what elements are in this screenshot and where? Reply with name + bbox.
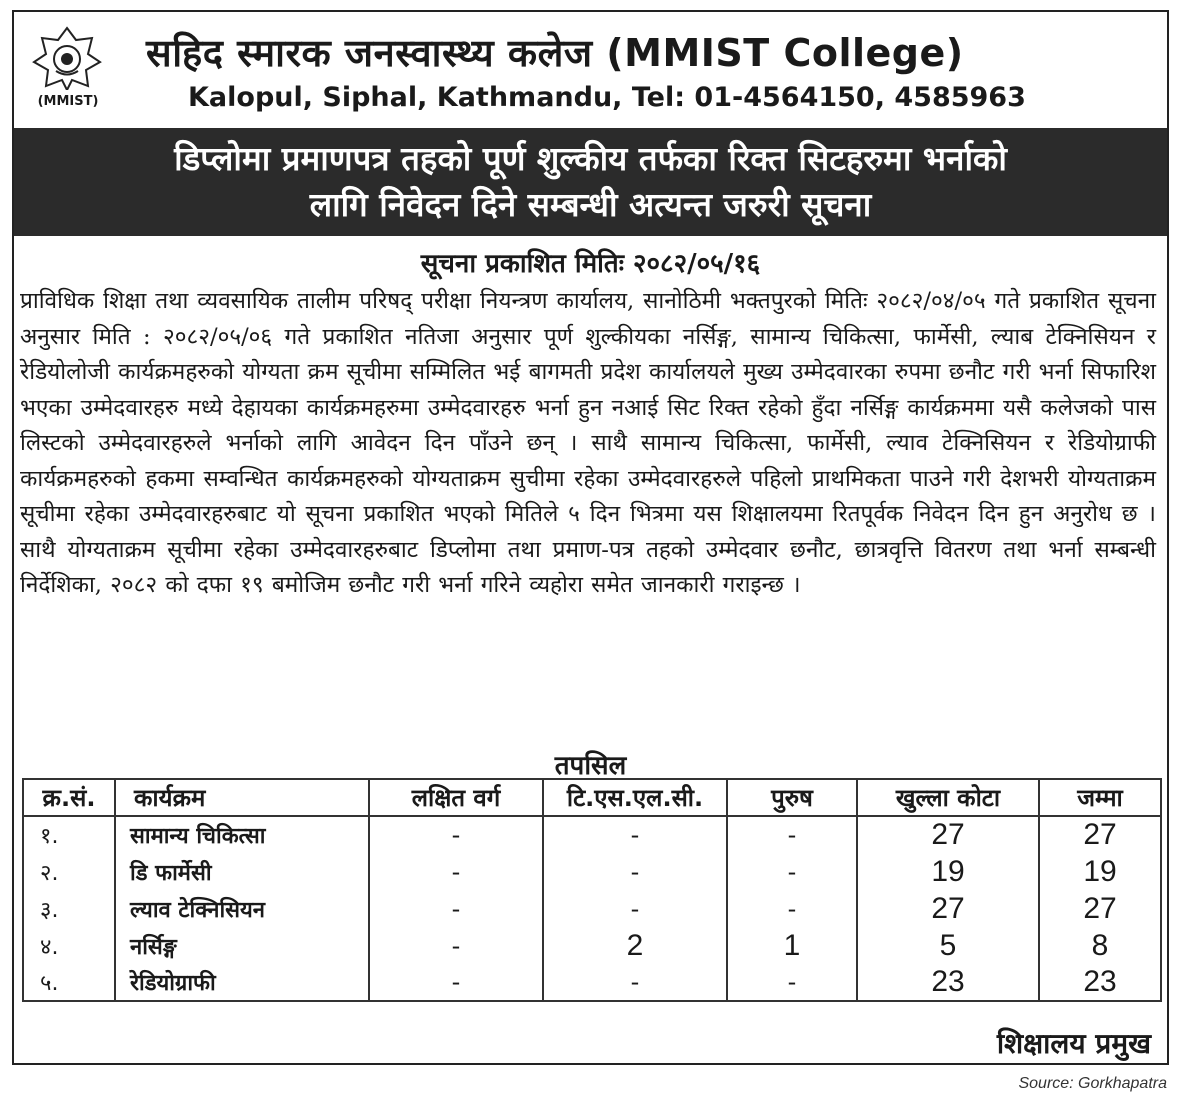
table-caption: तपसिल [554,751,627,781]
table-row [23,890,1161,927]
cell-tslc: - [543,816,727,853]
cell-targeted: - [369,890,543,927]
cell-open-quota: 5 [857,927,1039,964]
logo-caption: (MMIST) [37,94,99,109]
cell-total: 23 [1039,964,1161,1001]
cell-serial: २. [23,853,115,890]
cell-total: 27 [1039,816,1161,853]
notice-title [14,128,1167,236]
cell-male: - [727,853,857,890]
cell-male: 1 [727,927,857,964]
cell-serial: ३. [23,890,115,927]
header-program: कार्यक्रम [115,779,369,816]
table-row [23,927,1161,964]
notice-title-line-1: डिप्लोमा प्रमाणपत्र तहको पूर्ण शुल्कीय तर्फका रिक्त सिटहरुमा भर्नाको [174,139,1007,178]
cell-program: डि फार्मेसी [115,853,369,890]
vacant-seats-table [22,778,1162,1002]
header-open-quota: खुल्ला कोटा [857,779,1039,816]
cell-open-quota: 23 [857,964,1039,1001]
college-address: Kalopul, Siphal, Kathmandu, Tel: 01-4564150, 4585963 [188,82,1026,113]
cell-targeted: - [369,853,543,890]
cell-program: नर्सिङ्ग [115,927,369,964]
notice-title-line-2: लागि निवेदन दिने सम्बन्धी अत्यन्त जरुरी सूचना [309,185,872,224]
notice-body: प्राविधिक शिक्षा तथा व्यवसायिक तालीम परिषद् परीक्षा नियन्त्रण कार्यालय, सानोठिमी भक्तपुरको मितिः २०८२/०४/०५ गते प्रकाशित सूचना अनुसार मिति : २०८२/०५/०६ गते प्रकाशित नतिजा अनुसार पूर्ण शुल्कीयका नर्सिङ्ग, सामान्य चिकित्सा, फार्मेसी, ल्याब टेक्निसियन र रेडियोलोजी कार्यक्रमहरुको योग्यता क्रम सूचीमा सम्मिलित भई बागमती प्रदेश कार्यालयले मुख्य उम्मेदवारका रुपमा छनौट गरी भर्ना सिफारिश भएका उम्मेदवारहरु मध्ये देहायका कार्यक्रमहरुमा उम्मेदवारहरु भर्ना हुन नआई सिट रिक्त रहेको हुँदा नर्सिङ्ग कार्यक्रममा यसै कलेजको पास लिस्टको उम्मेदवारहरुले भर्नाको लागि आवेदन दिन पाँउने छन् । साथै सामान्य चिकित्सा, फार्मेसी, ल्याव टेक्निसियन र रेडियोग्राफी कार्यक्रमहरुको हकमा सम्वन्धित कार्यक्रमहरुको योग्यताक्रम सुचीमा रहेका उम्मेदवारहरुले पहिलो प्राथमिकता पाउने गरी देशभरी योग्यताक्रम सूचीमा रहेका उम्मेदवारहरुबाट यो सूचना प्रकाशित भएको मितिले ५ दिन भित्रमा यस शिक्षालयमा रितपूर्वक निवेदन दिन हुन अनुरोध छ । साथै योग्यताक्रम सूचीमा रहेका उम्मेदवारहरुबाट डिप्लोमा तथा प्रमाण-पत्र तहको उम्मेदवार छनौट, छात्रवृत्ति वितरण तथा भर्ना सम्बन्धी निर्देशिका, २०८२ को दफा १९ बमोजिम छनौट गरी भर्ना गरिने व्यहोरा समेत जानकारी गराइन्छ । [20,288,1156,598]
source-credit: Source: Gorkhapatra [1018,1075,1167,1092]
cell-program: ल्याव टेक्निसियन [115,890,369,927]
cell-program: सामान्य चिकित्सा [115,816,369,853]
cell-tslc: - [543,964,727,1001]
table-row [23,964,1161,1001]
header-total: जम्मा [1039,779,1161,816]
table-header-row [23,779,1161,816]
table-row [23,853,1161,890]
cell-male: - [727,890,857,927]
header-male: पुरुष [727,779,857,816]
notice-header [14,12,1167,130]
table-row [23,816,1161,853]
cell-total: 8 [1039,927,1161,964]
signature: शिक्षालय प्रमुख [996,1027,1151,1060]
cell-serial: ४. [23,927,115,964]
cell-serial: ५. [23,964,115,1001]
header-tslc: टि.एस.एल.सी. [543,779,727,816]
cell-targeted: - [369,927,543,964]
cell-open-quota: 27 [857,890,1039,927]
cell-targeted: - [369,816,543,853]
cell-tslc: - [543,890,727,927]
college-logo-icon [32,26,102,90]
cell-open-quota: 27 [857,816,1039,853]
cell-total: 27 [1039,890,1161,927]
cell-male: - [727,964,857,1001]
publication-date: सूचना प्रकाशित मितिः २०८२/०५/१६ [420,249,761,279]
header-targeted: लक्षित वर्ग [369,779,543,816]
cell-program: रेडियोग्राफी [115,964,369,1001]
cell-tslc: 2 [543,927,727,964]
cell-serial: १. [23,816,115,853]
college-name: सहिद स्मारक जनस्वास्थ्य कलेज (MMIST College) [146,31,964,75]
notice [12,10,1169,1065]
cell-open-quota: 19 [857,853,1039,890]
cell-tslc: - [543,853,727,890]
cell-targeted: - [369,964,543,1001]
cell-male: - [727,816,857,853]
header-serial: क्र.सं. [23,779,115,816]
cell-total: 19 [1039,853,1161,890]
